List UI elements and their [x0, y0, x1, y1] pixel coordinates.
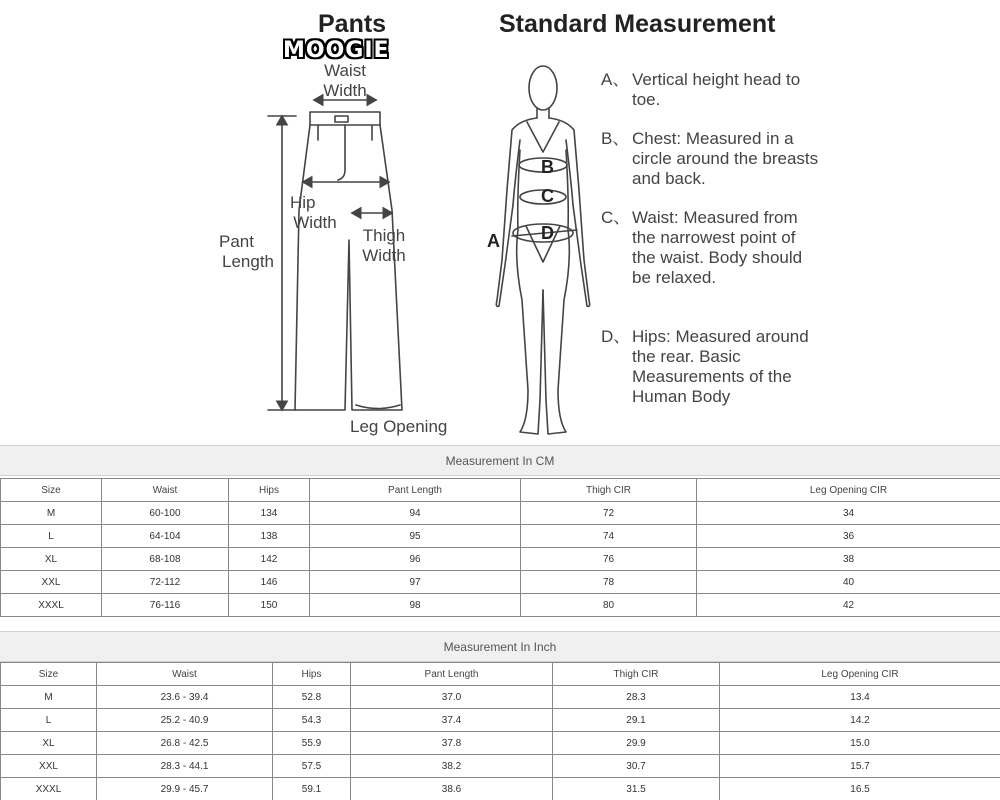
cell: 29.1	[553, 709, 720, 732]
letter-d: D	[541, 223, 554, 243]
table-cm	[0, 445, 1000, 617]
cell: XL	[1, 732, 97, 755]
cell: 98	[310, 594, 521, 617]
cell: 26.8 - 42.5	[97, 732, 273, 755]
cell: 97	[310, 571, 521, 594]
cell: 72-112	[102, 571, 229, 594]
letter-c: C	[541, 186, 554, 206]
cell: 78	[521, 571, 697, 594]
leg-opening-label: Leg Opening	[350, 417, 448, 436]
table-row	[1, 709, 1000, 732]
cell: L	[1, 525, 102, 548]
table-row	[1, 686, 1000, 709]
cell: 36	[697, 525, 1000, 548]
letter-b: B	[541, 157, 554, 177]
table-cm-title: Measurement In CM	[0, 445, 1000, 476]
cell: 16.5	[720, 778, 1000, 800]
cell: 29.9	[553, 732, 720, 755]
cell: 37.0	[351, 686, 553, 709]
cell: 64-104	[102, 525, 229, 548]
cell: 76	[521, 548, 697, 571]
header-waist: Waist	[102, 479, 229, 502]
cell: 31.5	[553, 778, 720, 800]
cell: 68-108	[102, 548, 229, 571]
table-inch-grid	[0, 662, 1000, 800]
cell: 142	[229, 548, 310, 571]
cell: 138	[229, 525, 310, 548]
hip-width-label: Hip Width	[290, 193, 337, 232]
header-thigh-cir: Thigh CIR	[521, 479, 697, 502]
cell: 57.5	[273, 755, 351, 778]
table-row	[1, 755, 1000, 778]
table-row	[1, 594, 1000, 617]
cell: XXXL	[1, 778, 97, 800]
cell: 150	[229, 594, 310, 617]
cell: 80	[521, 594, 697, 617]
table-row	[1, 571, 1000, 594]
cell: XXL	[1, 571, 102, 594]
header-size: Size	[1, 663, 97, 686]
cell: 15.0	[720, 732, 1000, 755]
cell: 25.2 - 40.9	[97, 709, 273, 732]
cell: M	[1, 686, 97, 709]
table-row	[1, 548, 1000, 571]
cell: 74	[521, 525, 697, 548]
cell: 55.9	[273, 732, 351, 755]
cell: M	[1, 502, 102, 525]
cell: 60-100	[102, 502, 229, 525]
cell: 38.6	[351, 778, 553, 800]
cell: 134	[229, 502, 310, 525]
cell: 146	[229, 571, 310, 594]
cell: 95	[310, 525, 521, 548]
cell: 28.3	[553, 686, 720, 709]
cell: 15.7	[720, 755, 1000, 778]
cell: 38.2	[351, 755, 553, 778]
cell: 96	[310, 548, 521, 571]
brand-logo: MOOGIE	[283, 38, 390, 63]
table-row	[1, 525, 1000, 548]
table-cm-header-row	[1, 479, 1000, 502]
table-row	[1, 778, 1000, 800]
header-thigh-cir: Thigh CIR	[553, 663, 720, 686]
waist-width-label: Waist Width	[323, 61, 367, 100]
cell: 94	[310, 502, 521, 525]
table-inch-header-row	[1, 663, 1000, 686]
measurement-diagram: Pants Standard Measurement MOOGIE Waist Width Hip Width Thigh Width Pant Length Leg Opening A B C D A、 Vertical height head to toe. B、 Chest: Measured in a circle around the breasts and back. C、 Waist: Measured from the narrowest point of the waist. Body should be relaxed. D、 Hips: Measured around the rear. Basic Measurements of the Human Body	[0, 0, 1000, 445]
cell: L	[1, 709, 97, 732]
table-inch	[0, 631, 1000, 800]
human-figure	[496, 66, 589, 434]
cell: 29.9 - 45.7	[97, 778, 273, 800]
cell: 38	[697, 548, 1000, 571]
table-row	[1, 732, 1000, 755]
header-hips: Hips	[273, 663, 351, 686]
pants-title: Pants	[318, 10, 387, 38]
header-leg-opening-cir: Leg Opening CIR	[720, 663, 1000, 686]
cell: 76-116	[102, 594, 229, 617]
cell: 37.4	[351, 709, 553, 732]
header-hips: Hips	[229, 479, 310, 502]
header-size: Size	[1, 479, 102, 502]
cell: 59.1	[273, 778, 351, 800]
header-pant-length: Pant Length	[351, 663, 553, 686]
table-cm-grid	[0, 478, 1000, 617]
cell: 28.3 - 44.1	[97, 755, 273, 778]
cell: 23.6 - 39.4	[97, 686, 273, 709]
cell: 30.7	[553, 755, 720, 778]
cell: 52.8	[273, 686, 351, 709]
cell: XXL	[1, 755, 97, 778]
thigh-width-label: Thigh Width	[362, 226, 406, 265]
cell: 42	[697, 594, 1000, 617]
table-inch-title: Measurement In Inch	[0, 631, 1000, 662]
cell: 14.2	[720, 709, 1000, 732]
cell: 34	[697, 502, 1000, 525]
cell: XL	[1, 548, 102, 571]
header-pant-length: Pant Length	[310, 479, 521, 502]
table-row	[1, 502, 1000, 525]
standard-measurement-title: Standard Measurement	[499, 10, 776, 38]
pant-length-label: Pant Length	[219, 232, 274, 271]
cell: 54.3	[273, 709, 351, 732]
header-leg-opening-cir: Leg Opening CIR	[697, 479, 1000, 502]
cell: 13.4	[720, 686, 1000, 709]
cell: XXXL	[1, 594, 102, 617]
cell: 72	[521, 502, 697, 525]
cell: 40	[697, 571, 1000, 594]
cell: 37.8	[351, 732, 553, 755]
letter-a: A	[487, 231, 500, 251]
header-waist: Waist	[97, 663, 273, 686]
